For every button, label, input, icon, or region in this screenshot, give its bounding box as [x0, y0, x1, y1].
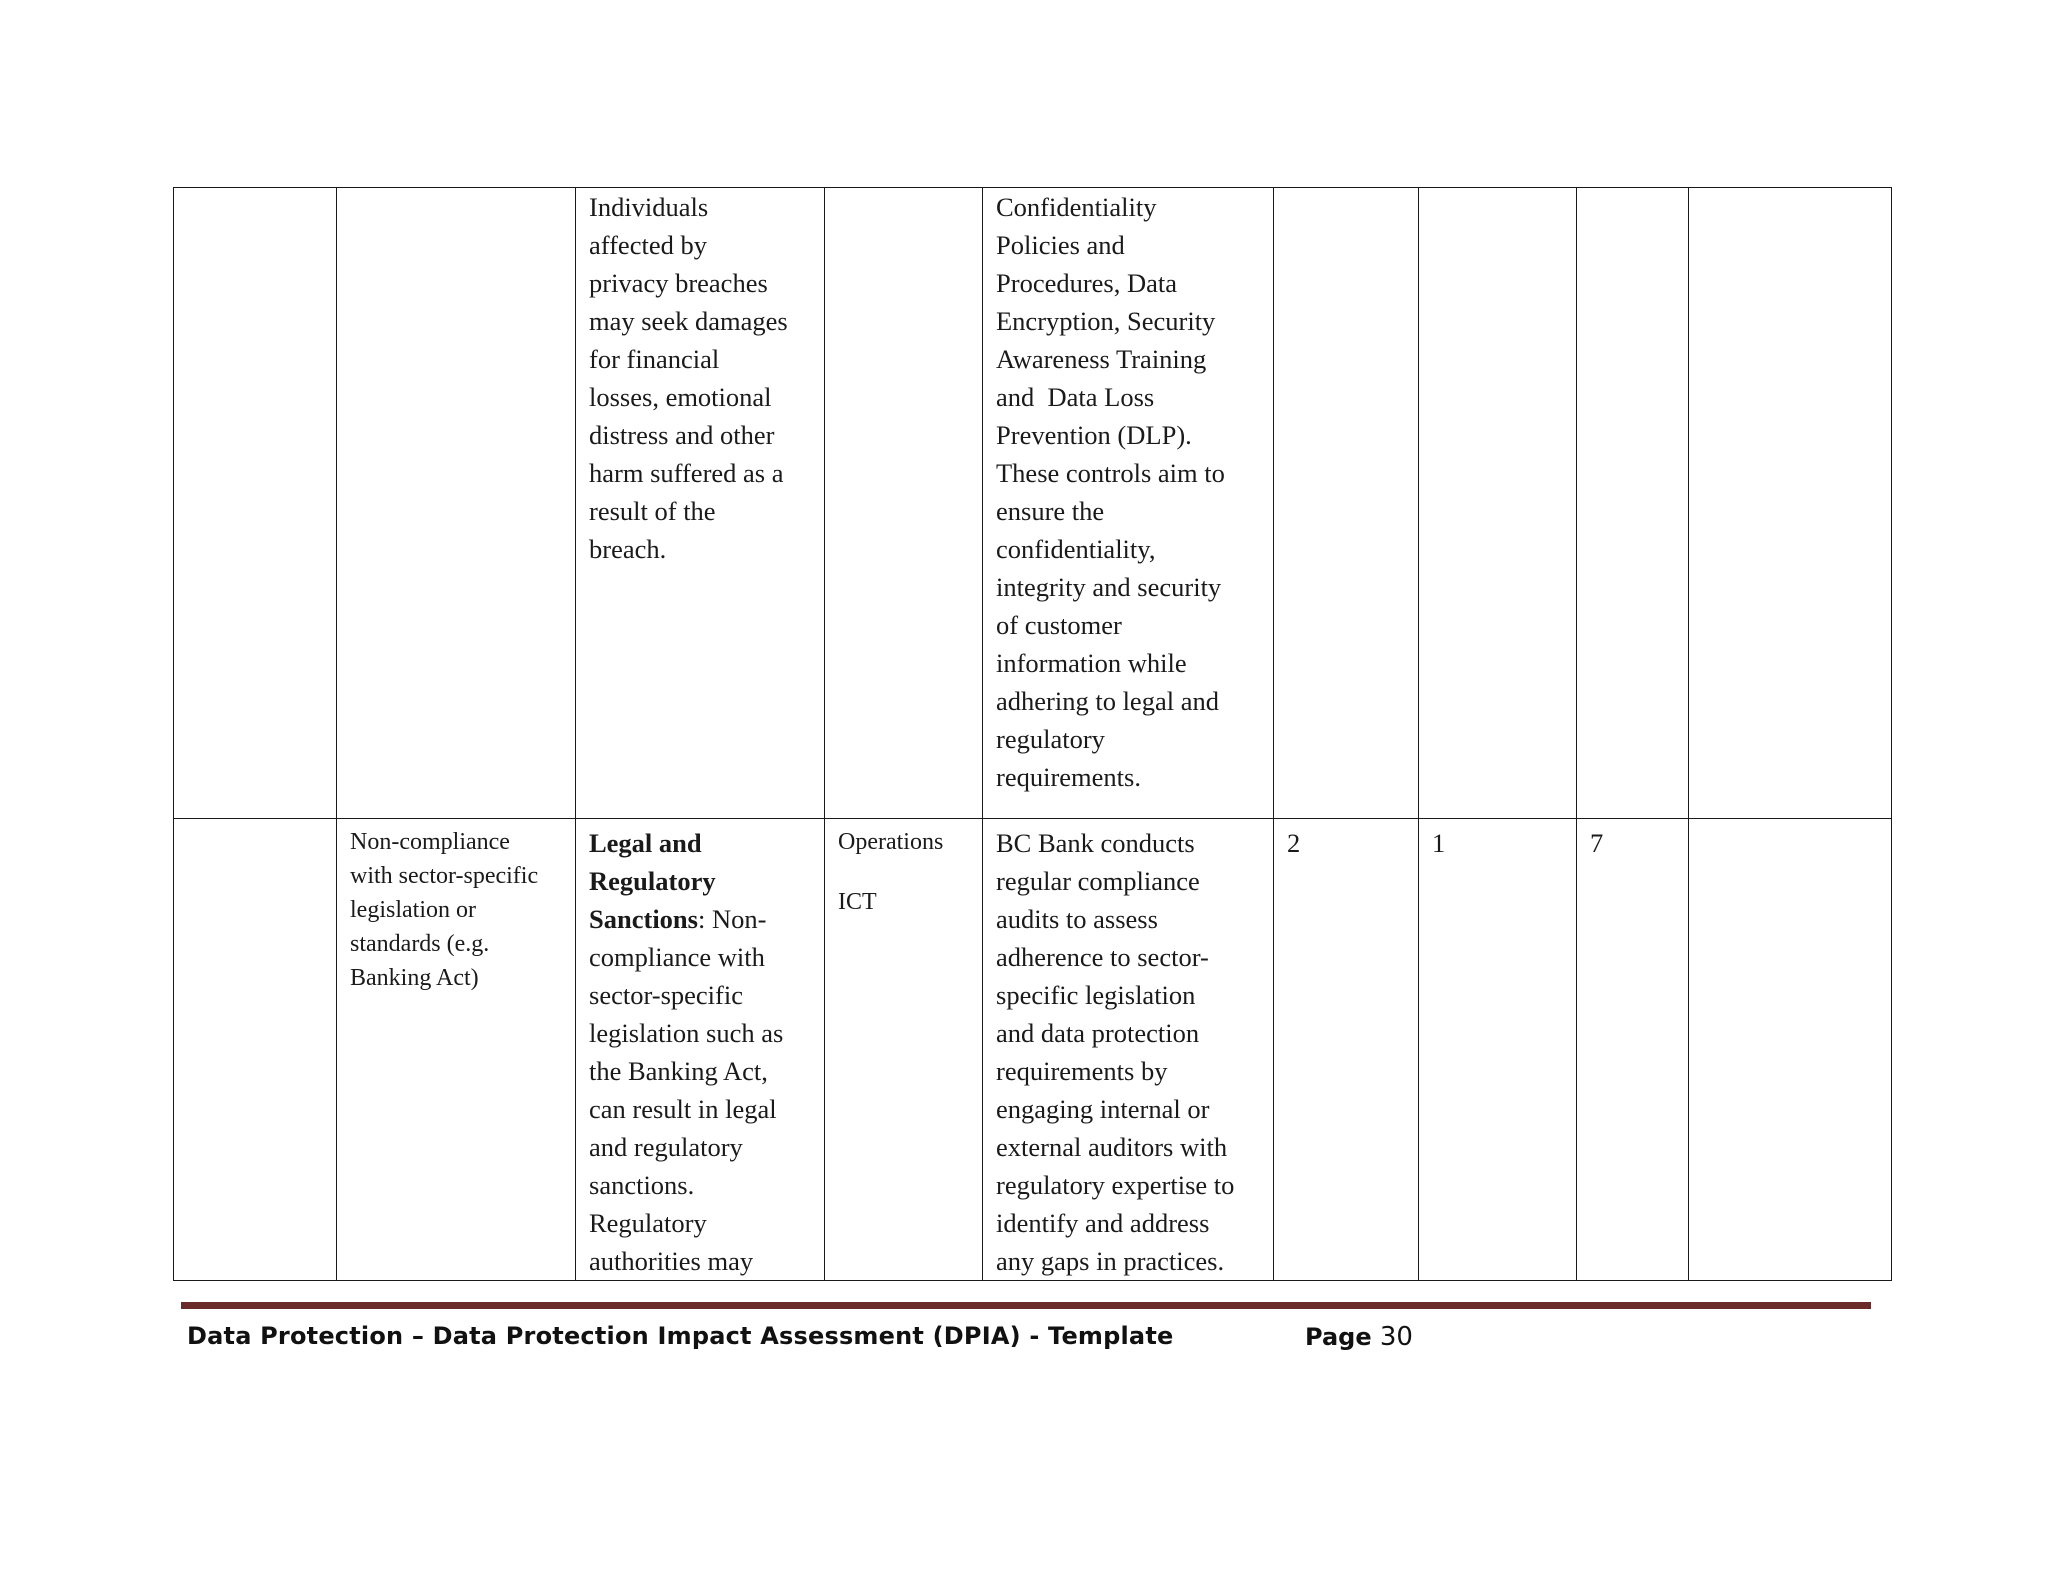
text-line: any gaps in practices.: [996, 1246, 1225, 1276]
text-line: Procedures, Data: [996, 268, 1178, 298]
text-line: for financial: [589, 344, 720, 374]
text-line: adhering to legal and: [996, 686, 1219, 716]
footer-document-title: Data Protection – Data Protection Impact Assessment (DPIA) - Template: [187, 1322, 1174, 1350]
heading-line: Legal and: [589, 828, 702, 858]
text-line: confidentiality,: [996, 534, 1156, 564]
text-line: Confidentiality: [996, 192, 1157, 222]
risk-description-cell: [337, 819, 576, 1281]
text-line: Banking Act): [350, 965, 479, 991]
text-line: regulatory: [996, 724, 1105, 754]
text-line: regulatory expertise to: [996, 1170, 1235, 1200]
text-line: specific legislation: [996, 980, 1196, 1010]
text-line: privacy breaches: [589, 268, 768, 298]
owner-text: ICT: [838, 889, 877, 915]
text-line: audits to assess: [996, 904, 1158, 934]
controls-cell: [983, 188, 1274, 819]
risk-assessment-table: [173, 187, 1892, 1281]
footer-divider: [181, 1302, 1871, 1309]
likelihood-cell: 2: [1274, 819, 1419, 1281]
heading-text: Sanctions: [589, 904, 698, 934]
text-line: result of the: [589, 496, 716, 526]
text-line: ensure the: [996, 496, 1105, 526]
footer-page-number: [1305, 1322, 1413, 1352]
controls-cell: [983, 819, 1274, 1281]
heading-line: Regulatory: [589, 866, 716, 896]
text-line: legislation or: [350, 897, 476, 923]
text-line: and Data Loss: [996, 382, 1155, 412]
text-line: of customer: [996, 610, 1122, 640]
table-cell-empty: [1419, 188, 1577, 819]
table-cell-empty: [825, 188, 983, 819]
owner-text: Operations: [838, 829, 944, 855]
text-line: Regulatory: [589, 1208, 707, 1238]
text-line: These controls aim to: [996, 458, 1225, 488]
table-cell-empty: [174, 188, 337, 819]
text-line: external auditors with: [996, 1132, 1228, 1162]
table-row: [174, 188, 1892, 819]
text-line: BC Bank conducts: [996, 828, 1195, 858]
text-line: sector-specific: [589, 980, 743, 1010]
text-line: with sector-specific: [350, 863, 539, 889]
table-cell-empty: [337, 188, 576, 819]
text-line: affected by: [589, 230, 707, 260]
text-line: Prevention (DLP).: [996, 420, 1192, 450]
text-line: standards (e.g.: [350, 931, 490, 957]
text-line: identify and address: [996, 1208, 1210, 1238]
consequence-cell: [576, 188, 825, 819]
text-line: sanctions.: [589, 1170, 695, 1200]
text-line: integrity and security: [996, 572, 1222, 602]
table-cell-empty: [1689, 819, 1892, 1281]
text-line: information while: [996, 648, 1187, 678]
page-number: 30: [1379, 1322, 1413, 1352]
text-line: harm suffered as a: [589, 458, 784, 488]
text-line: breach.: [589, 534, 667, 564]
text-line: and regulatory: [589, 1132, 743, 1162]
text-line: compliance with: [589, 942, 765, 972]
text-line: engaging internal or: [996, 1094, 1210, 1124]
text-line: Policies and: [996, 230, 1125, 260]
table-cell-empty: [1274, 188, 1419, 819]
text-line: adherence to sector-: [996, 942, 1209, 972]
text-line: [589, 900, 812, 938]
text-line: Non-compliance: [350, 829, 510, 855]
text-line: requirements by: [996, 1056, 1168, 1086]
text-line: requirements.: [996, 762, 1141, 792]
text-line: distress and other: [589, 420, 775, 450]
impact-cell: 1: [1419, 819, 1577, 1281]
text-line: may seek damages: [589, 306, 788, 336]
owner-cell: [825, 819, 983, 1281]
text-line: legislation such as: [589, 1018, 784, 1048]
spacer: [838, 859, 970, 885]
page-label: Page: [1305, 1323, 1372, 1351]
consequence-cell: [576, 819, 825, 1281]
table-cell-empty: [1689, 188, 1892, 819]
text-line: authorities may: [589, 1246, 754, 1276]
text-line: Individuals: [589, 192, 709, 222]
text-line: regular compliance: [996, 866, 1200, 896]
text-line: losses, emotional: [589, 382, 772, 412]
table-cell-empty: [1577, 188, 1689, 819]
text-line: and data protection: [996, 1018, 1200, 1048]
score-cell: 7: [1577, 819, 1689, 1281]
text-line: Encryption, Security: [996, 306, 1216, 336]
table-cell-empty: [174, 819, 337, 1281]
text-line: the Banking Act,: [589, 1056, 768, 1086]
table-row: [174, 819, 1892, 1281]
text-line: Awareness Training: [996, 344, 1207, 374]
text-fragment: : Non-: [697, 904, 767, 934]
text-line: can result in legal: [589, 1094, 777, 1124]
